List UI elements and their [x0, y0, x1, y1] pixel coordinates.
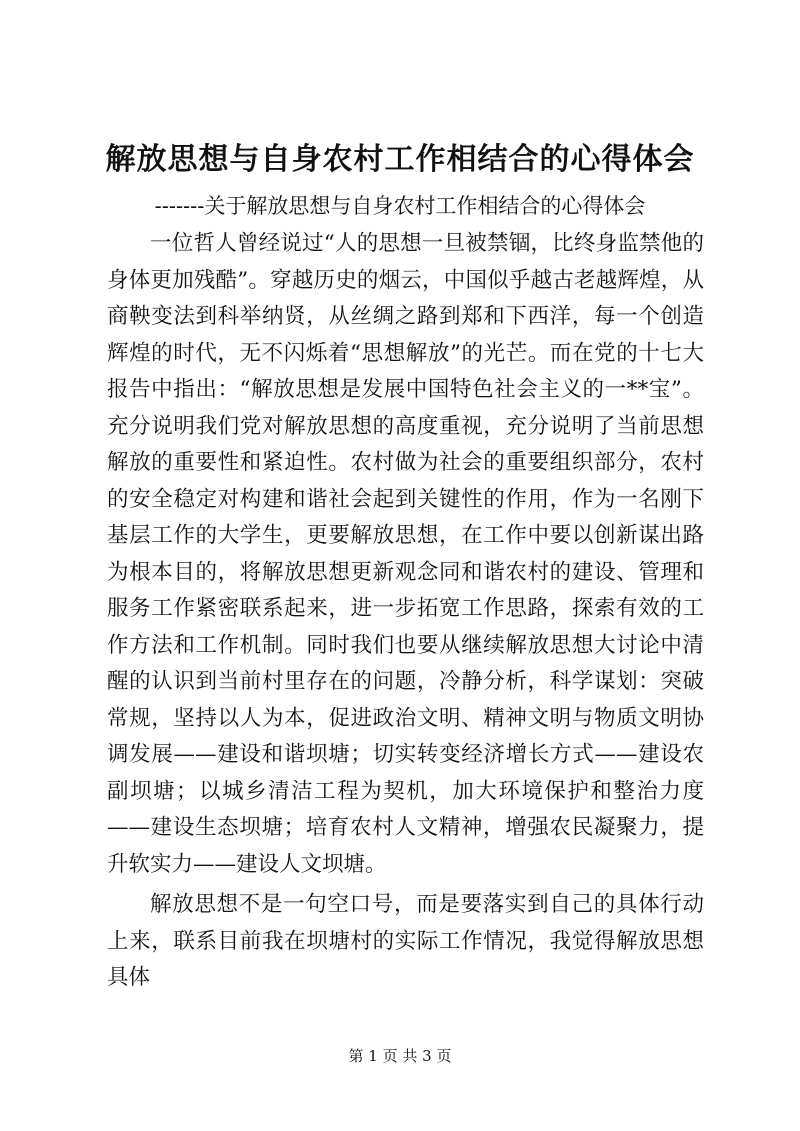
document-subtitle: -------关于解放思想与自身农村工作相结合的心得体会	[154, 194, 646, 218]
page-number-footer: 第 1 页 共 3 页	[348, 1047, 452, 1065]
document-title: 解放思想与自身农村工作相结合的心得体会	[105, 142, 695, 177]
body-paragraph: 一位哲人曾经说过“人的思想一旦被禁锢，比终身监禁他的身体更加残酷”。穿越历史的烟云，中国似乎越古老越辉煌，从商鞅变法到科举纳贤，从丝绸之路到郑和下西洋，每一个创造辉煌的时代，无不闪烁着“思想解放”的光芒。而在党的十七大报告中指出：“解放思想是发展中国特色社会主义的一**宝”。充分说明我们党对解放思想的高度重视，充分说明了当前思想解放的重要性和紧迫性。农村做为社会的重要组织部分，农村的安全稳定对构建和谐社会起到关键性的作用，作为一名刚下基层工作的大学生，更要解放思想，在工作中要以创新谋出路为根本目的，将解放思想更新观念同和谐农村的建设、管理和服务工作紧密联系起来，进一步拓宽工作思路，探索有效的工作方法和工作机制。同时我们也要从继续解放思想大讨论中清醒的认识到当前村里存在的问题，冷静分析，科学谋划：突破常规，坚持以人为本，促进政治文明、精神文明与物质文明协调发展——建设和谐坝塘；切实转变经济增长方式——建设农副坝塘；以城乡清洁工程为契机，加大环境保护和整治力度——建设生态坝塘；培育农村人文精神，增强农民凝聚力，提升软实力——建设人文坝塘。	[107, 231, 704, 877]
body-paragraph: 解放思想不是一句空口号，而是要落实到自己的具体行动上来，联系目前我在坝塘村的实际工作情况，我觉得解放思想具体	[107, 892, 704, 990]
document-body	[107, 226, 704, 997]
